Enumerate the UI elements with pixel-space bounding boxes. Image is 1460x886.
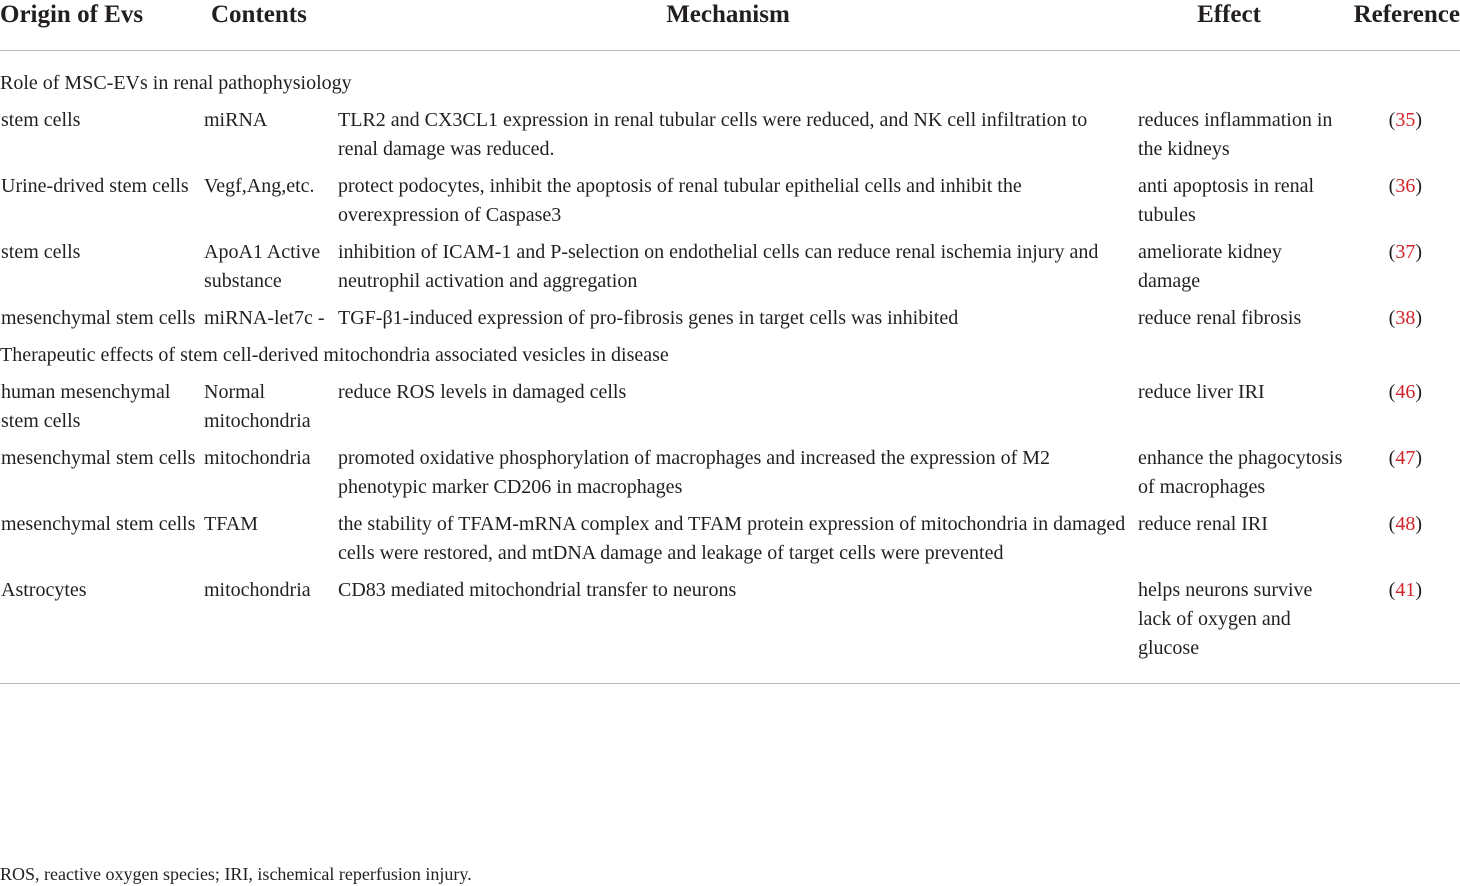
cell-contents: mitochondria (204, 576, 338, 684)
reference-link[interactable]: 36 (1395, 175, 1416, 197)
cell-mechanism: protect podocytes, inhibit the apoptosis of renal tubular epithelial cells and inhibit the overexpression of Caspase3 (338, 175, 1022, 226)
cell-reference: (38) (1388, 307, 1422, 329)
section-title: Role of MSC-EVs in renal pathophysiology (0, 72, 352, 94)
table-row (0, 238, 1460, 304)
cell-effect: reduce renal fibrosis (1138, 307, 1302, 329)
table-row (0, 172, 1460, 238)
cell-origin: mesenchymal stem cells (1, 513, 196, 535)
cell-contents: Normal mitochondria (204, 381, 311, 432)
cell-origin: mesenchymal stem cells (1, 447, 196, 469)
section-heading-row (0, 51, 1460, 107)
table-row (0, 510, 1460, 576)
cell-contents: Vegf,Ang,etc. (204, 175, 315, 197)
column-header-origin: Origin of Evs (0, 0, 204, 51)
cell-reference: (36) (1388, 175, 1422, 197)
cell-mechanism: TLR2 and CX3CL1 expression in renal tubular cells were reduced, and NK cell infiltration to renal damage was reduced. (338, 109, 1088, 160)
table-row (0, 106, 1460, 172)
cell-origin: Urine-drived stem cells (1, 175, 189, 197)
cell-mechanism: TGF-β1-induced expression of pro-fibrosis genes in target cells was inhibited (338, 307, 959, 329)
cell-contents: TFAM (204, 513, 259, 535)
cell-mechanism: CD83 mediated mitochondrial transfer to neurons (338, 576, 1138, 684)
cell-origin: mesenchymal stem cells (1, 307, 196, 329)
table-row (0, 576, 1460, 684)
cell-mechanism: reduce ROS levels in damaged cells (338, 381, 627, 403)
table-row (0, 304, 1460, 341)
table-row (0, 378, 1460, 444)
cell-reference: (41) (1350, 576, 1460, 684)
reference-link[interactable]: 35 (1395, 109, 1416, 131)
column-header-reference: Reference (1350, 0, 1460, 51)
cell-origin: stem cells (1, 109, 81, 131)
cell-mechanism: the stability of TFAM-mRNA complex and TFAM protein expression of mitochondria in damaged cells were restored, and mtDNA damage and leakage of target cells were prevented (338, 513, 1126, 564)
cell-contents: ApoA1 Active substance (204, 241, 321, 292)
cell-effect: anti apoptosis in renal tubules (1138, 175, 1315, 226)
cell-effect: ameliorate kidney damage (1138, 241, 1282, 292)
cell-contents: mitochondria (204, 447, 311, 469)
cell-contents: miRNA (204, 109, 268, 131)
cell-mechanism: inhibition of ICAM-1 and P-selection on endothelial cells can reduce renal ischemia injury and neutrophil activation and aggregation (338, 241, 1099, 292)
table-row (0, 444, 1460, 510)
cell-reference: (37) (1388, 241, 1422, 263)
cell-reference: (48) (1388, 513, 1422, 535)
cell-mechanism: promoted oxidative phosphorylation of macrophages and increased the expression of M2 phenotypic marker CD206 in macrophages (338, 447, 1051, 498)
cell-reference: (47) (1388, 447, 1422, 469)
cell-contents: miRNA-let7c - (204, 307, 325, 329)
cell-reference: (46) (1388, 381, 1422, 403)
section-title: Therapeutic effects of stem cell-derived mitochondria associated vesicles in disease (0, 344, 669, 366)
cell-effect: enhance the phagocytosis of macrophages (1138, 447, 1343, 498)
section-heading-row (0, 341, 1460, 378)
reference-link[interactable]: 37 (1395, 241, 1416, 263)
cell-origin: human mesenchymal stem cells (1, 381, 171, 432)
cell-origin: stem cells (1, 241, 81, 263)
reference-link[interactable]: 41 (1395, 579, 1416, 601)
cell-effect: helps neurons survive lack of oxygen and glucose (1138, 576, 1350, 684)
reference-link[interactable]: 38 (1395, 307, 1416, 329)
column-header-contents: Contents (204, 0, 338, 51)
reference-link[interactable]: 47 (1395, 447, 1416, 469)
cell-effect: reduce renal IRI (1138, 513, 1268, 535)
cell-effect: reduce liver IRI (1138, 381, 1265, 403)
cell-origin: Astrocytes (0, 576, 204, 684)
cell-effect: reduces inflammation in the kidneys (1138, 109, 1333, 160)
reference-link[interactable]: 46 (1395, 381, 1416, 403)
column-header-effect: Effect (1138, 0, 1350, 51)
column-header-mechanism: Mechanism (338, 0, 1138, 51)
table-header-row (0, 0, 1460, 51)
table-footnote: ROS, reactive oxygen species; IRI, ischemical reperfusion injury. (0, 864, 472, 884)
reference-link[interactable]: 48 (1395, 513, 1416, 535)
cell-reference: (35) (1388, 109, 1422, 131)
